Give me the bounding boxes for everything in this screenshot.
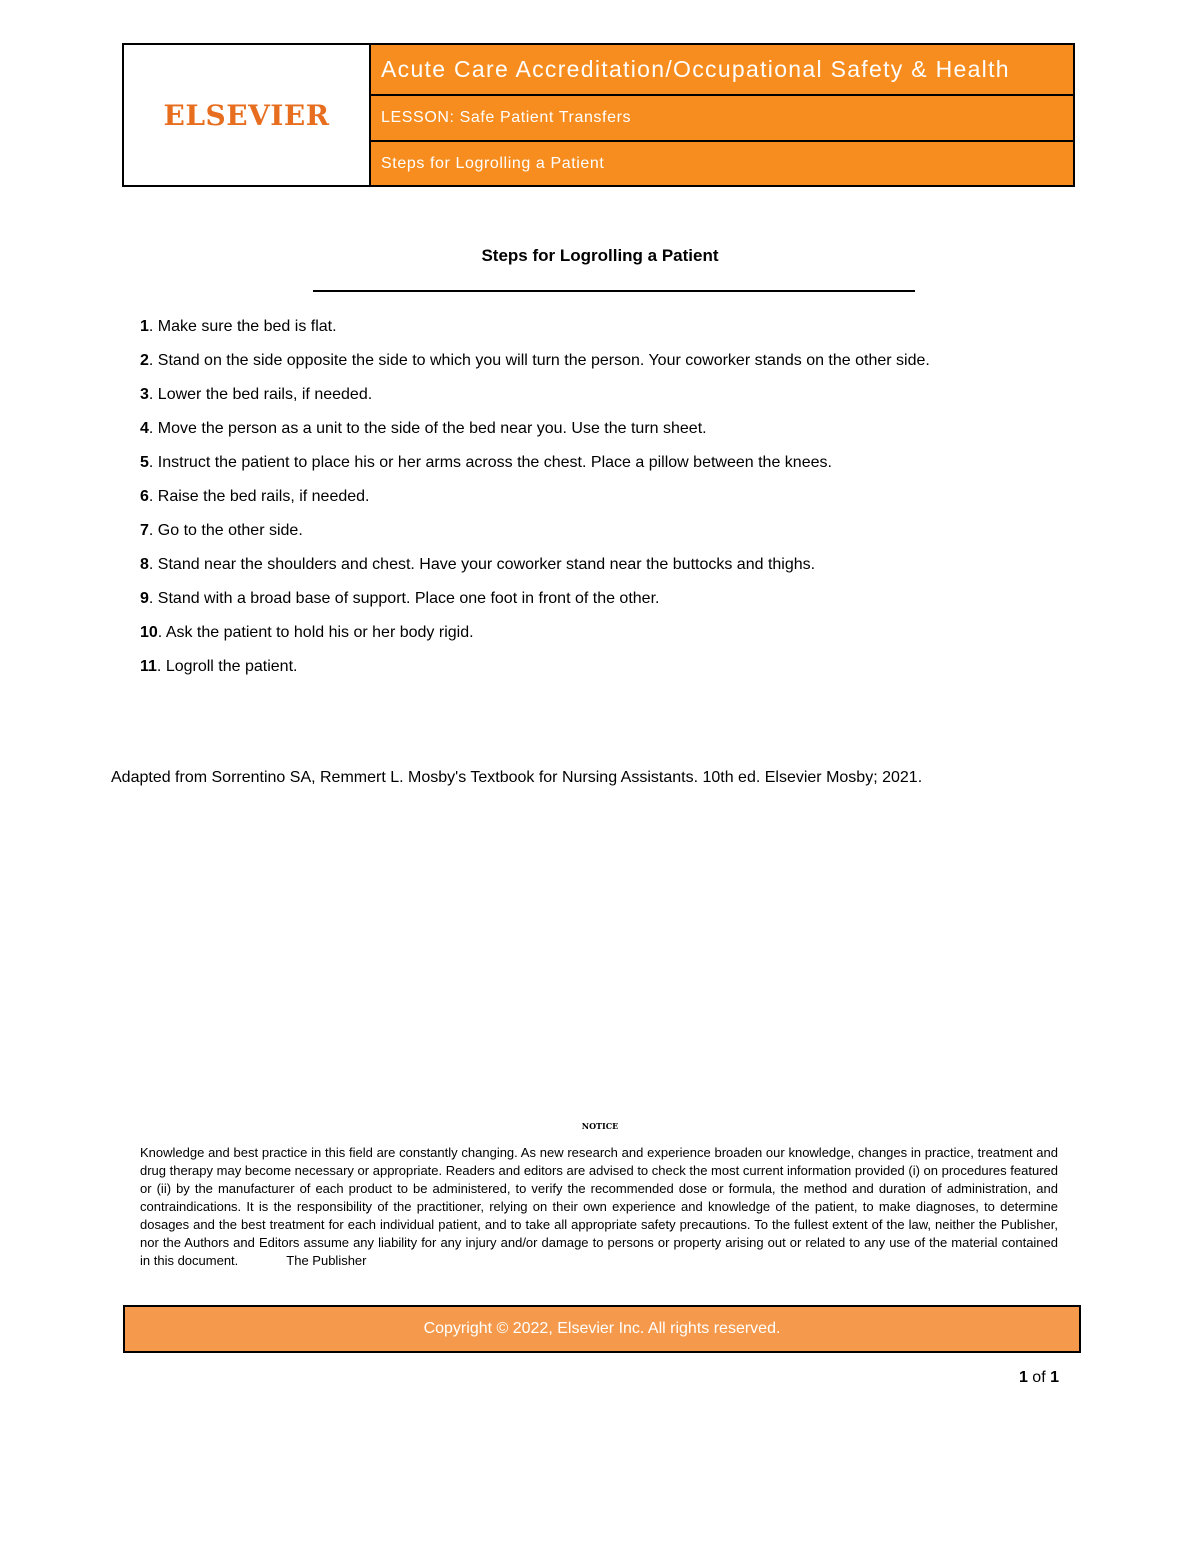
notice-text (140, 1144, 1058, 1270)
step-item: 4. Move the person as a unit to the side of the bed near you. Use the turn sheet. (140, 420, 707, 437)
logo-cell (124, 45, 371, 185)
page-current: 1 (1018, 1369, 1028, 1386)
step-number: 7 (140, 522, 149, 539)
step-text: Stand with a broad base of support. Place one foot in front of the other. (157, 590, 660, 607)
step-item: 8. Stand near the shoulders and chest. Have your coworker stand near the buttocks and thighs. (140, 556, 816, 573)
step-item: 5. Instruct the patient to place his or her arms across the chest. Place a pillow between the knees. (140, 454, 832, 471)
notice-body: Knowledge and best practice in this field are constantly changing. As new research and experience broaden our knowledge, changes in practice, treatment and drug therapy may become necessary or appropriate. Readers and editors are advised to check the most current information provided (i) on procedures featured or (ii) by the manufacturer of each product to be administered, to verify the recommended dose or formula, the method and duration of administration, and contraindications. It is the responsibility of the practitioner, relying on their own experience and knowledge of the patient, to make diagnoses, to determine dosages and the best treatment for each individual patient, and to take all appropriate safety precautions. To the fullest extent of the law, neither the Publisher, nor the Authors and Editors assume any liability for any injury and/or damage to persons or property arising out or related to any use of the material contained in this document. (140, 1145, 1058, 1268)
topic-title: Steps for Logrolling a Patient (371, 142, 1073, 185)
step-number: 6 (140, 488, 149, 505)
step-item: 10. Ask the patient to hold his or her body rigid. (140, 624, 474, 641)
step-text: Stand near the shoulders and chest. Have your coworker stand near the buttocks and thighs. (157, 556, 816, 573)
step-number: 4 (140, 420, 149, 437)
step-item: 2. Stand on the side opposite the side to which you will turn the person. Your coworker stands on the other side. (140, 352, 930, 369)
step-text: Stand on the side opposite the side to which you will turn the person. Your coworker stands on the other side. (157, 352, 930, 369)
step-text: Instruct the patient to place his or her arms across the chest. Place a pillow between the knees. (157, 454, 832, 471)
title-divider (313, 290, 915, 292)
step-text: Ask the patient to hold his or her body rigid. (165, 624, 474, 641)
step-number: 9 (140, 590, 149, 607)
step-text: Raise the bed rails, if needed. (157, 488, 370, 505)
step-item: 7. Go to the other side. (140, 522, 303, 539)
step-text: Logroll the patient. (165, 658, 298, 675)
step-number: 11 (140, 658, 157, 675)
elsevier-logo: ELSEVIER (163, 98, 330, 132)
header-info (371, 45, 1073, 185)
page-number (1019, 1369, 1059, 1387)
page-total: 1 (1050, 1369, 1059, 1386)
step-item: 6. Raise the bed rails, if needed. (140, 488, 370, 505)
step-number: 10 (140, 624, 158, 641)
page-of: of (1032, 1369, 1046, 1386)
page-title: Steps for Logrolling a Patient (481, 246, 719, 265)
step-number: 3 (140, 386, 149, 403)
copyright-text: Copyright © 2022, Elsevier Inc. All rights reserved. (423, 1320, 781, 1337)
step-text: Go to the other side. (157, 522, 303, 539)
step-item: 9. Stand with a broad base of support. Place one foot in front of the other. (140, 590, 660, 607)
steps-list (140, 316, 1020, 690)
copyright-bar (123, 1305, 1081, 1353)
step-text: Lower the bed rails, if needed. (157, 386, 373, 403)
lesson-title: LESSON: Safe Patient Transfers (371, 96, 1073, 142)
step-number: 2 (140, 352, 149, 369)
notice-signature: The Publisher (286, 1253, 367, 1268)
step-number: 8 (140, 556, 149, 573)
notice-title: NOTICE (581, 1121, 619, 1131)
step-item: 3. Lower the bed rails, if needed. (140, 386, 373, 403)
step-number: 5 (140, 454, 149, 471)
document-header (122, 43, 1075, 187)
step-number: 1 (140, 318, 149, 335)
source-citation: Adapted from Sorrentino SA, Remmert L. Mosby's Textbook for Nursing Assistants. 10th ed. Elsevier Mosby; 2021. (111, 769, 923, 786)
step-item: 1. Make sure the bed is flat. (140, 318, 337, 335)
step-item: 11. Logroll the patient. (140, 658, 298, 675)
course-title: Acute Care Accreditation/Occupational Safety & Health (371, 45, 1073, 96)
step-text: Move the person as a unit to the side of the bed near you. Use the turn sheet. (157, 420, 707, 437)
step-text: Make sure the bed is flat. (157, 318, 337, 335)
